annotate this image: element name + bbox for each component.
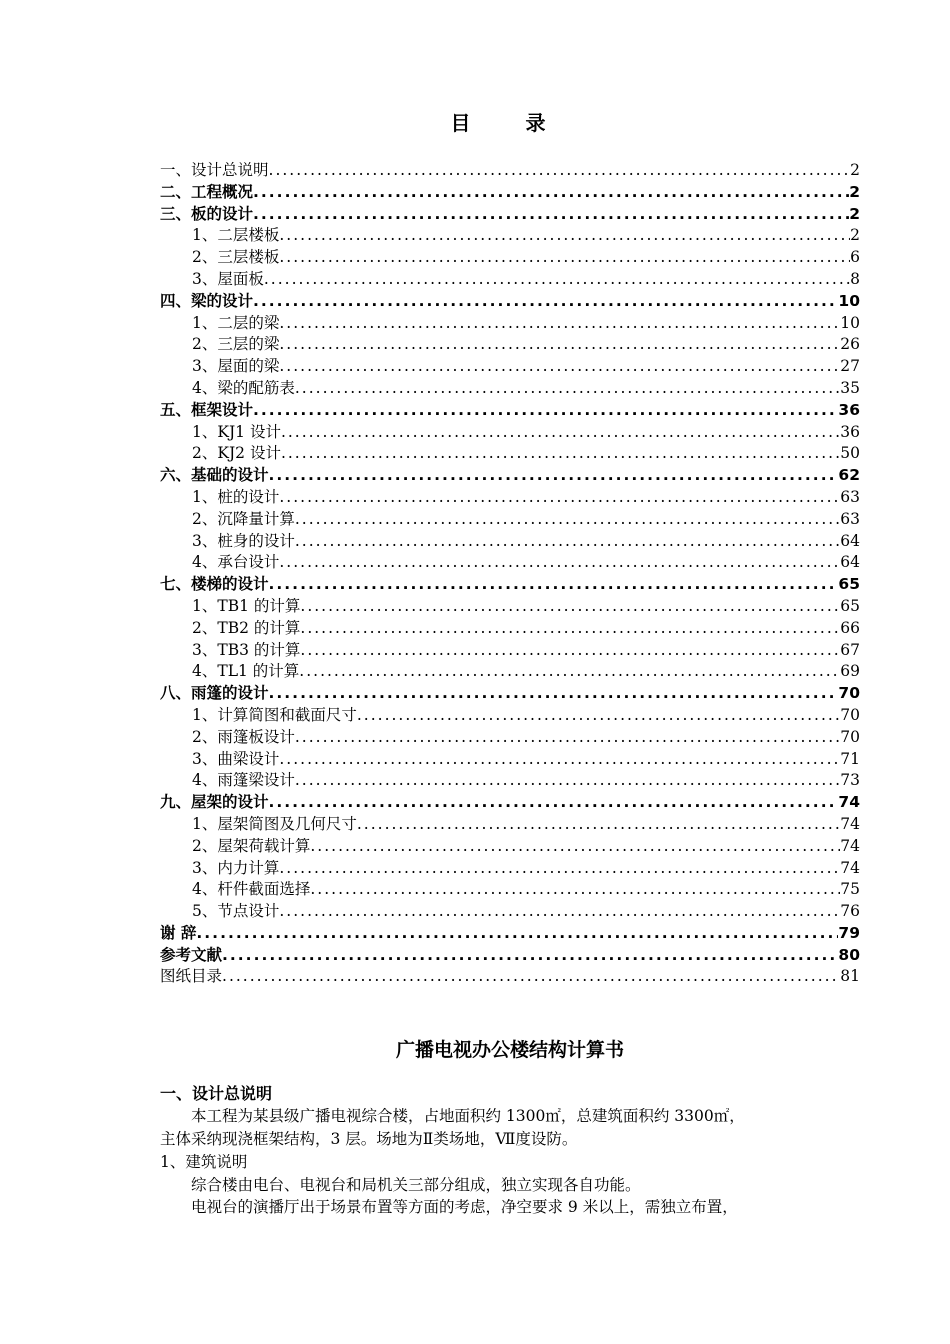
- toc-entry-label: 1、二层的梁: [192, 313, 280, 332]
- toc-entry-page: 63: [840, 487, 860, 506]
- toc-entry-label: 3、内力计算: [192, 858, 280, 877]
- toc-entry-label: 3、曲梁设计: [192, 749, 280, 768]
- toc-entry[interactable]: [160, 225, 860, 247]
- toc-entry-page: 75: [840, 880, 860, 899]
- toc-entry[interactable]: [160, 291, 860, 313]
- toc-entry-label: 2、雨篷板设计: [192, 727, 295, 746]
- toc-entry-page: 80: [838, 945, 860, 964]
- toc-entry-label: 九、屋架的设计: [160, 793, 269, 812]
- toc-entry-label: 4、杆件截面选择: [192, 880, 311, 899]
- toc-entry-label: 2、TB2 的计算: [192, 618, 301, 637]
- toc-entry-label: 4、TL1 的计算: [192, 662, 300, 681]
- toc-entry-label: 1、TB1 的计算: [192, 596, 301, 615]
- toc-entry-label: 六、基础的设计: [160, 466, 269, 485]
- toc-entry-page: 62: [838, 466, 860, 485]
- toc-leader-dots: [295, 509, 840, 531]
- toc-leader-dots: [196, 923, 838, 945]
- toc-entry-label: 2、三层的梁: [192, 335, 280, 354]
- toc-entry-label: 1、桩的设计: [192, 487, 280, 506]
- paragraph-line: 本工程为某县级广播电视综合楼，占地面积约 1300㎡，总建筑面积约 3300㎡，: [191, 1107, 745, 1125]
- toc-entry-page: 70: [840, 705, 860, 724]
- toc-leader-dots: [269, 160, 851, 182]
- toc-leader-dots: [253, 400, 838, 422]
- toc-leader-dots: [253, 182, 849, 204]
- toc-entry-label: 3、屋面的梁: [192, 357, 280, 376]
- toc-leader-dots: [300, 640, 840, 662]
- toc-entry-page: 67: [840, 640, 860, 659]
- toc-entry-page: 65: [840, 596, 860, 615]
- toc-entry-label: 1、屋架简图及几何尺寸: [192, 814, 357, 833]
- toc-entry[interactable]: [160, 269, 860, 291]
- document-title: 广播电视办公楼结构计算书: [395, 1039, 624, 1061]
- toc-leader-dots: [269, 792, 839, 814]
- toc-entry-label: 4、梁的配筋表: [192, 378, 295, 397]
- toc-entry[interactable]: [160, 945, 860, 967]
- toc-leader-dots: [357, 814, 840, 836]
- toc-entry-page: 74: [840, 814, 860, 833]
- toc-leader-dots: [279, 552, 840, 574]
- toc-entry[interactable]: [160, 465, 860, 487]
- toc-entry-page: 79: [838, 923, 860, 942]
- toc-entry-page: 63: [840, 509, 860, 528]
- toc-entry[interactable]: [160, 901, 860, 923]
- toc-leader-dots: [279, 313, 840, 335]
- toc-leader-dots: [295, 531, 840, 553]
- toc-entry-label: 二、工程概况: [160, 182, 254, 201]
- toc-leader-dots: [279, 858, 840, 880]
- toc-entry[interactable]: [160, 160, 860, 182]
- toc-entry-page: 8: [850, 269, 860, 288]
- paragraph-line: 主体采纳现浇框架结构，3 层。场地为Ⅱ类场地，Ⅶ度设防。: [160, 1130, 578, 1148]
- toc-entry-page: 2: [850, 226, 860, 245]
- toc-entry[interactable]: [160, 858, 860, 880]
- toc-entry-label: 谢 辞: [160, 923, 197, 942]
- toc-leader-dots: [279, 901, 840, 923]
- toc-leader-dots: [281, 443, 840, 465]
- toc-entry[interactable]: [160, 836, 860, 858]
- toc-entry-page: 65: [838, 575, 860, 594]
- toc-leader-dots: [357, 705, 840, 727]
- toc-entry-page: 74: [840, 858, 860, 877]
- toc-entry[interactable]: [160, 618, 860, 640]
- toc-entry[interactable]: [160, 683, 860, 705]
- toc-leader-dots: [279, 356, 840, 378]
- toc-entry-page: 2: [850, 161, 860, 179]
- toc-entry-page: 73: [840, 771, 860, 790]
- toc-entry-label: 一、设计总说明: [160, 161, 269, 179]
- toc-entry[interactable]: [160, 966, 860, 988]
- toc-entry[interactable]: [160, 574, 860, 596]
- toc-leader-dots: [269, 683, 839, 705]
- toc-leader-dots: [253, 204, 849, 226]
- toc-leader-dots: [279, 247, 850, 269]
- toc-entry-page: 50: [840, 444, 860, 463]
- toc-leader-dots: [279, 487, 840, 509]
- toc-entry-label: 图纸目录: [160, 967, 223, 986]
- toc-entry-label: 3、屋面板: [192, 269, 264, 288]
- toc-entry-page: 64: [840, 531, 860, 550]
- toc-leader-dots: [279, 225, 850, 247]
- toc-leader-dots: [264, 269, 850, 291]
- toc-entry[interactable]: [160, 531, 860, 553]
- toc-entry-label: 2、KJ2 设计: [192, 444, 281, 463]
- toc-leader-dots: [279, 334, 840, 356]
- toc-entry[interactable]: [160, 749, 860, 771]
- toc-entry-label: 3、TB3 的计算: [192, 640, 301, 659]
- toc-entry-page: 2: [849, 204, 860, 223]
- toc-leader-dots: [281, 422, 840, 444]
- toc-entry-page: 81: [840, 967, 860, 986]
- toc-title: 目 录: [450, 111, 570, 135]
- toc-entry-label: 4、雨篷梁设计: [192, 771, 295, 790]
- toc-entry[interactable]: [160, 792, 860, 814]
- toc-entry[interactable]: [160, 422, 860, 444]
- toc-entry[interactable]: [160, 640, 860, 662]
- toc-entry[interactable]: [160, 334, 860, 356]
- toc-entry[interactable]: [160, 814, 860, 836]
- paragraph-line: 综合楼由电台、电视台和局机关三部分组成，独立实现各自功能。: [191, 1176, 641, 1194]
- toc-entry-label: 4、承台设计: [192, 553, 280, 572]
- section-heading: 一、设计总说明: [160, 1084, 273, 1103]
- toc-entry[interactable]: [160, 923, 860, 945]
- toc-entry-label: 2、屋架荷载计算: [192, 836, 311, 855]
- toc-entry-page: 10: [840, 313, 860, 332]
- toc-entry-page: 64: [840, 553, 860, 572]
- toc-entry-label: 1、KJ1 设计: [192, 422, 281, 441]
- toc-leader-dots: [269, 574, 839, 596]
- toc-entry-page: 35: [840, 378, 860, 397]
- toc-entry[interactable]: [160, 356, 860, 378]
- toc-entry[interactable]: [160, 313, 860, 335]
- toc-entry[interactable]: [160, 182, 860, 204]
- toc-entry-page: 70: [840, 727, 860, 746]
- paragraph-line: 电视台的演播厅出于场景布置等方面的考虑，净空要求 9 米以上，需独立布置，: [191, 1198, 738, 1216]
- toc-entry-label: 五、框架设计: [160, 400, 254, 419]
- toc-entry[interactable]: [160, 661, 860, 683]
- toc-entry-label: 八、雨篷的设计: [160, 684, 269, 703]
- toc-entry-page: 26: [840, 335, 860, 354]
- toc-entry[interactable]: [160, 378, 860, 400]
- toc-entry[interactable]: [160, 509, 860, 531]
- toc-leader-dots: [310, 836, 840, 858]
- toc-entry-page: 70: [838, 684, 860, 703]
- toc-entry-label: 参考文献: [160, 945, 223, 964]
- toc-entry-page: 36: [840, 422, 860, 441]
- toc-entry-label: 1、二层楼板: [192, 226, 280, 245]
- toc-entry-page: 66: [840, 618, 860, 637]
- toc-entry[interactable]: [160, 596, 860, 618]
- toc-leader-dots: [295, 378, 840, 400]
- toc-entry[interactable]: [160, 443, 860, 465]
- toc-entry[interactable]: [160, 552, 860, 574]
- toc-entry[interactable]: [160, 770, 860, 792]
- toc-entry-label: 2、沉降量计算: [192, 509, 295, 528]
- toc-leader-dots: [253, 291, 838, 313]
- toc-entry[interactable]: [160, 705, 860, 727]
- toc-entry-page: 27: [840, 357, 860, 376]
- toc-leader-dots: [299, 661, 840, 683]
- toc-entry-page: 71: [840, 749, 860, 768]
- toc-entry[interactable]: [160, 247, 860, 269]
- toc-entry-label: 三、板的设计: [160, 204, 254, 223]
- toc-entry[interactable]: [160, 204, 860, 226]
- toc-entry-page: 10: [838, 291, 860, 310]
- toc-entry[interactable]: [160, 727, 860, 749]
- toc-entry-label: 3、桩身的设计: [192, 531, 295, 550]
- toc-entry[interactable]: [160, 879, 860, 901]
- toc-leader-dots: [222, 966, 840, 988]
- toc-entry[interactable]: [160, 400, 860, 422]
- toc-leader-dots: [279, 749, 840, 771]
- subsection-heading: 1、建筑说明: [160, 1153, 248, 1171]
- toc-entry[interactable]: [160, 487, 860, 509]
- toc-leader-dots: [295, 770, 840, 792]
- toc-entry-label: 2、三层楼板: [192, 248, 280, 267]
- toc-entry-label: 七、楼梯的设计: [160, 575, 269, 594]
- toc-leader-dots: [222, 945, 838, 967]
- toc-entry-label: 5、节点设计: [192, 902, 280, 921]
- toc-leader-dots: [295, 727, 840, 749]
- toc-entry-page: 6: [850, 248, 860, 267]
- toc-entry-page: 74: [838, 793, 860, 812]
- toc-leader-dots: [310, 879, 840, 901]
- toc-leader-dots: [300, 618, 840, 640]
- toc-leader-dots: [300, 596, 840, 618]
- toc-entry-label: 1、计算简图和截面尺寸: [192, 705, 357, 724]
- toc-entry-page: 2: [849, 182, 860, 201]
- toc-entry-label: 四、梁的设计: [160, 291, 254, 310]
- toc-entry-page: 36: [838, 400, 860, 419]
- toc-entry-page: 74: [840, 836, 860, 855]
- toc-entry-page: 76: [840, 902, 860, 921]
- toc-entry-page: 69: [840, 662, 860, 681]
- toc-leader-dots: [269, 465, 839, 487]
- table-of-contents: [160, 160, 860, 988]
